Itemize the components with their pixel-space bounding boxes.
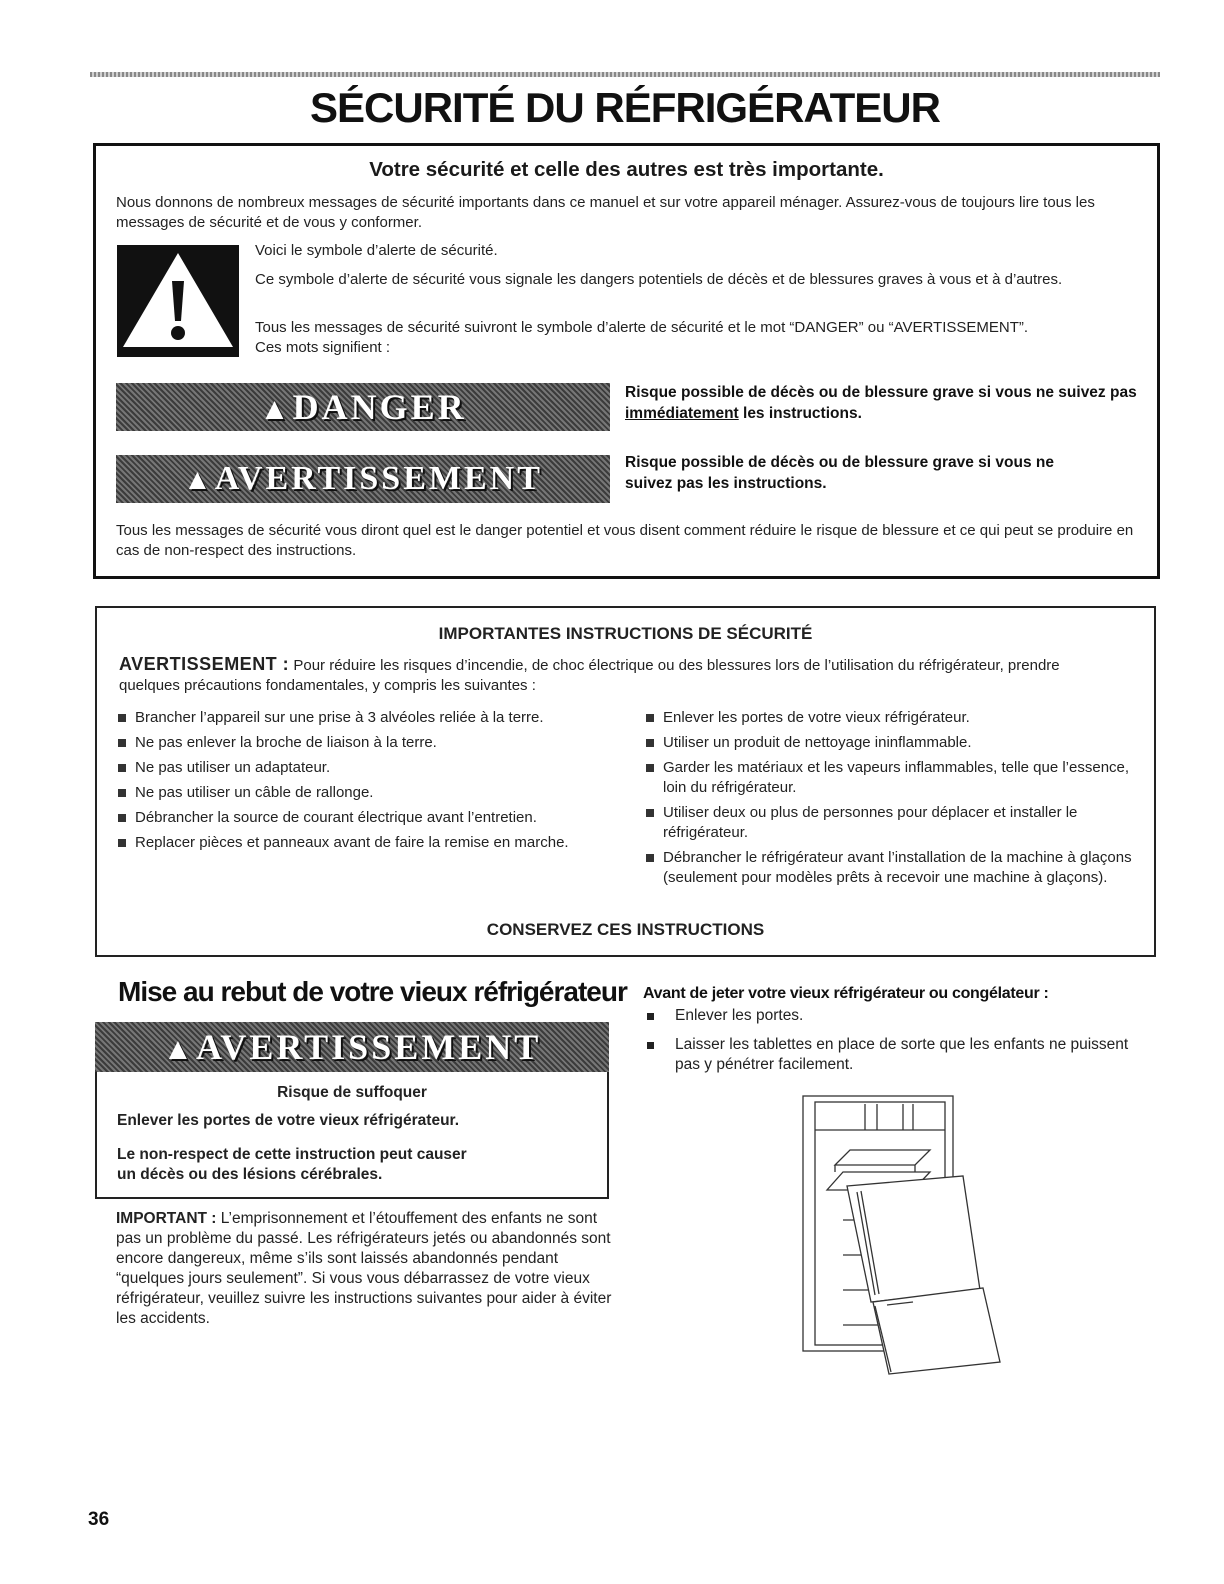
- instructions-right-list: [645, 708, 1145, 893]
- warning-label: AVERTISSEMENT: [214, 460, 543, 497]
- list-item: Débrancher la source de courant électrique avant l’entretien.: [117, 808, 592, 828]
- disposal-warning-box: [95, 1022, 609, 1199]
- disposal-right-heading: Avant de jeter votre vieux réfrigérateur ou congélateur :: [643, 985, 1049, 1002]
- symbol-description: Ce symbole d’alerte de sécurité vous signale les dangers potentiels de décès et de blessures graves à vous et à d’autres.: [255, 271, 1063, 288]
- list-item: Replacer pièces et panneaux avant de faire la remise en marche.: [117, 833, 592, 853]
- list-item: Garder les matériaux et les vapeurs inflammables, telle que l’essence, loin du réfrigérateur.: [645, 758, 1145, 798]
- list-item: Laisser les tablettes en place de sorte que les enfants ne puissent pas y pénétrer facilement.: [645, 1035, 1135, 1075]
- list-item: Enlever les portes.: [645, 1006, 1135, 1026]
- safety-box-heading: Votre sécurité et celle des autres est très importante.: [369, 158, 884, 181]
- top-rule: [90, 72, 1160, 77]
- list-item: Ne pas utiliser un câble de rallonge.: [117, 783, 592, 803]
- disposal-hazard: Risque de suffoquer: [277, 1084, 427, 1101]
- symbol-line: Voici le symbole d’alerte de sécurité.: [255, 242, 498, 259]
- list-item: Utiliser un produit de nettoyage ininflammable.: [645, 733, 1145, 753]
- refrigerator-illustration: [795, 1090, 1010, 1380]
- warning-banner: [116, 455, 610, 503]
- disposal-consequence-2: un décès ou des lésions cérébrales.: [117, 1166, 383, 1183]
- safety-alert-symbol: [117, 245, 239, 357]
- safety-intro: Nous donnons de nombreux messages de sécurité importants dans ce manuel et sur votre appareil ménager. Assurez-vous de toujours lire tous les messages de sécurité et de vous y conformer.: [116, 194, 1095, 231]
- instructions-warning-label: AVERTISSEMENT :: [119, 654, 290, 674]
- page-number: 36: [88, 1509, 110, 1530]
- instructions-box: [95, 606, 1156, 957]
- instructions-footer: CONSERVEZ CES INSTRUCTIONS: [486, 920, 765, 939]
- list-item: Enlever les portes de votre vieux réfrigérateur.: [645, 708, 1145, 728]
- important-label: IMPORTANT :: [116, 1210, 217, 1227]
- list-item: Ne pas utiliser un adaptateur.: [117, 758, 592, 778]
- alert-triangle-icon: ▲: [162, 1032, 197, 1066]
- page-title: SÉCURITÉ DU RÉFRIGÉRATEUR: [310, 84, 940, 131]
- instructions-left-list: [117, 708, 592, 858]
- instructions-warning: [119, 654, 1119, 696]
- list-item: Brancher l’appareil sur une prise à 3 alvéoles reliée à la terre.: [117, 708, 592, 728]
- instructions-heading: IMPORTANTES INSTRUCTIONS DE SÉCURITÉ: [438, 624, 813, 643]
- important-text: L’emprisonnement et l’étouffement des enfants ne sont pas un problème du passé. Les réfrigérateurs jetés ou abandonnés sont encore dangereux, même s’ils sont laissés abandonnés pendant “quelques jours seulement”. Si vous vous débarrassez de votre vieux réfrigérateur, veuillez suivre les instructions suivantes pour aider à éviter les accidents.: [116, 1210, 612, 1327]
- alert-triangle-icon: ▲: [183, 464, 215, 496]
- instructions-warning-text: Pour réduire les risques d’incendie, de choc électrique ou des blessures lors de l’utilisation du réfrigérateur, prendre quelques précautions fondamentales, y compris les suivantes :: [119, 657, 1060, 694]
- danger-emphasis: immédiatement: [625, 405, 739, 422]
- disposal-right-list: [645, 1006, 1135, 1084]
- danger-banner: [116, 383, 610, 431]
- safety-box: [93, 143, 1160, 579]
- disposal-consequence-1: Le non-respect de cette instruction peut causer: [117, 1146, 467, 1163]
- messages-follow: Tous les messages de sécurité suivront le symbole d’alerte de sécurité et le mot “DANGER” ou “AVERTISSEMENT”. Ces mots signifient :: [255, 319, 1029, 356]
- important-paragraph: [116, 1209, 616, 1329]
- alert-triangle-icon: [117, 245, 239, 357]
- safety-closing: Tous les messages de sécurité vous diront quel est le danger potentiel et vous disent comment réduire le risque de blessure et ce qui peut se produire en cas de non-respect des instructions.: [116, 522, 1134, 559]
- list-item: Débrancher le réfrigérateur avant l’installation de la machine à glaçons (seulement pour modèles prêts à recevoir une machine à glaçons).: [645, 848, 1145, 888]
- warning-description: Risque possible de décès ou de blessure grave si vous ne suivez pas les instructions.: [625, 454, 1054, 492]
- list-item: Utiliser deux ou plus de personnes pour déplacer et installer le réfrigérateur.: [645, 803, 1145, 843]
- disposal-warning-banner: [95, 1022, 609, 1072]
- alert-triangle-icon: ▲: [259, 392, 293, 426]
- disposal-warning-label: AVERTISSEMENT: [196, 1027, 542, 1067]
- disposal-title: Mise au rebut de votre vieux réfrigérateur: [118, 976, 627, 1007]
- danger-description: Risque possible de décès ou de blessure grave si vous ne suivez pas immédiatement les instructions.: [625, 384, 1137, 422]
- disposal-action: Enlever les portes de votre vieux réfrigérateur.: [117, 1112, 460, 1129]
- list-item: Ne pas enlever la broche de liaison à la terre.: [117, 733, 592, 753]
- danger-label: DANGER: [292, 387, 467, 427]
